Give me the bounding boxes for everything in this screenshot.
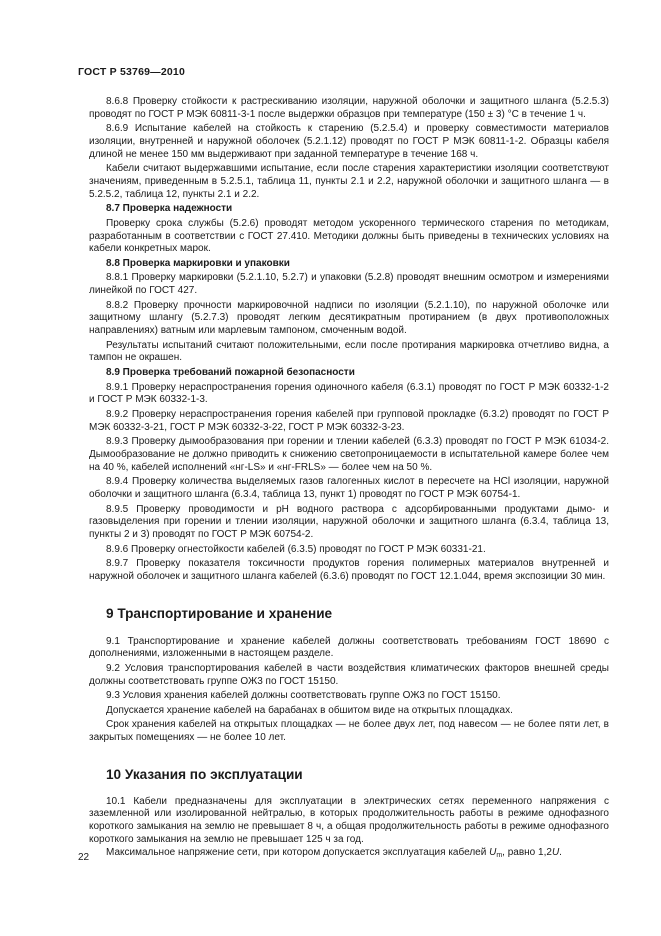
paragraph: Кабели считают выдержавшими испытание, если после старения характеристики изоляции соответствуют значениям, приведенным в 5.2.5.1, таблица 11, пункты 2.1 и 2.2, наружной оболочки и защитного шланга — в 5.2.5.2, таблица 12, пункты 2.1 и 2.2. <box>89 163 609 200</box>
paragraph: 8.9.1 Проверку нераспространения горения одиночного кабеля (6.3.1) проводят по ГОСТ Р МЭК 60332-1-2 и ГОСТ Р МЭК 60332-1-3. <box>89 381 609 406</box>
paragraph: Результаты испытаний считают положительными, если после протирания маркировка отчетливо видна, а тампон не окрашен. <box>89 339 609 364</box>
document-body <box>89 96 609 862</box>
page-number: 22 <box>78 852 90 863</box>
paragraph: 8.6.8 Проверку стойкости к растрескиванию изоляции, наружной оболочки и защитного шланга (5.2.5.3) проводят по ГОСТ Р МЭК 60811-3-1 после выдержки образцов при температуре (150 ± 3) °С в течение 1 ч. <box>89 96 609 120</box>
paragraph: 8.9.5 Проверку проводимости и pH водного раствора с адсорбированными продуктами дымо- и газовыделения при горении и тлении изоляции, наружной оболочки и защитного шланга (6.3.4, таблица 13, пункты 2 и 3) проводят по ГОСТ Р МЭК 60754-2. <box>89 503 609 540</box>
subsection-heading: 8.7 Проверка надежности <box>106 203 233 215</box>
section-10-body <box>89 796 609 847</box>
symbol-u: U <box>489 846 497 858</box>
paragraph: 8.9.7 Проверку показателя токсичности продуктов горения полимерных материалов внутренней и наружной оболочек и защитного шланга кабелей (6.3.6) проводят по ГОСТ 12.1.044, время экспозиции 30 мин. <box>89 558 609 582</box>
paragraph: 8.9.3 Проверку дымообразования при горении и тлении кабелей (6.3.3) проводят по ГОСТ Р МЭК 61034-2. Дымообразование не должно приводить к снижению светопроницаемости в испытательной камере более чем на 40 %, кабелей исполнений «нг-LS» и «нг-FRLS» — более чем на 50 %. <box>89 436 609 473</box>
paragraph: Срок хранения кабелей на открытых площадках — не более двух лет, под навесом — не более пяти лет, в закрытых помещениях — не более 10 лет. <box>89 719 609 744</box>
paragraph: 9.1 Транспортирование и хранение кабелей должны соответствовать требованиям ГОСТ 18690 с дополнениями, изложенными в настоящем разделе. <box>89 635 609 660</box>
section-10-heading: 10 Указания по эксплуатации <box>106 766 303 782</box>
paragraph: Проверку срока службы (5.2.6) проводят методом ускоренного термического старения по методикам, разработанным в соответствии с ГОСТ 27.410. Методики должны быть приведены в технических условиях на кабели конкретных марок. <box>89 217 609 255</box>
symbol-u-2: U <box>551 846 560 858</box>
section-9-body <box>89 636 609 745</box>
section-8-continued <box>89 96 609 584</box>
paragraph: 8.9.4 Проверку количества выделяемых газов галогенных кислот в пересчете на HCl изоляции, наружной оболочки и защитного шланга (6.3.4, таблица 13, пункт 1) проводят по ГОСТ Р МЭК 60754-1. <box>89 476 609 500</box>
max-voltage-value-text: , равно 1,2 <box>502 846 552 858</box>
paragraph-max-voltage <box>89 847 609 863</box>
symbol-subscript-m: m <box>496 851 503 859</box>
section-9-heading: 9 Транспортирование и хранение <box>106 605 333 621</box>
paragraph: 10.1 Кабели предназначены для эксплуатации в электрических сетях переменного напряжения с заземленной или изолированной нейтралью, в которых продолжительность работы в режиме однофазного короткого замыкания на землю не превышает 8 ч, а общая продолжительность работы в режиме однофазного короткого замыкания на землю не превышает 125 ч за год. <box>89 795 609 845</box>
paragraph: 8.9.6 Проверку огнестойкости кабелей (6.3.5) проводят по ГОСТ Р МЭК 60331-21. <box>106 543 486 555</box>
paragraph: 9.2 Условия транспортирования кабелей в части воздействия климатических факторов внешней среды должны соответствовать группе ОЖ3 по ГОСТ 15150. <box>89 662 609 687</box>
max-voltage-text: Максимальное напряжение сети, при котором допускается эксплуатация кабелей <box>106 846 490 858</box>
sentence-end: . <box>559 846 562 858</box>
paragraph: 8.8.2 Проверку прочности маркировочной надписи по изоляции (5.2.1.10), по наружной оболочке или защитному шлангу (5.2.7.3) проводят легким десятикратным протиранием (в двух противоположных направлениях) ватным или марлевым тампоном, смоченным водой. <box>89 299 609 337</box>
subsection-heading: 8.9 Проверка требований пожарной безопасности <box>106 367 355 379</box>
paragraph: 9.3 Условия хранения кабелей должны соответствовать группе ОЖ3 по ГОСТ 15150. <box>106 690 501 702</box>
document-header: ГОСТ Р 53769—2010 <box>78 66 186 78</box>
paragraph: 8.8.1 Проверку маркировки (5.2.1.10, 5.2.7) и упаковки (5.2.8) проводят внешним осмотром и измерениями линейкой по ГОСТ 427. <box>89 272 609 297</box>
paragraph: Допускается хранение кабелей на барабанах в обшитом виде на открытых площадках. <box>106 704 513 716</box>
subsection-heading: 8.8 Проверка маркировки и упаковки <box>106 257 290 269</box>
paragraph: 8.6.9 Испытание кабелей на стойкость к старению (5.2.5.4) и проверку совместимости материалов изоляции, внутренней и наружной оболочек (5.2.1.12) проводят по ГОСТ Р МЭК 60811-1-2. Образцы кабеля длиной не менее 150 мм выдерживают при заданной температуре в течение 168 ч. <box>89 123 609 160</box>
paragraph: 8.9.2 Проверку нераспространения горения кабелей при групповой прокладке (6.3.2) проводят по ГОСТ Р МЭК 60332-3-21, ГОСТ Р МЭК 60332-3-22, ГОСТ Р МЭК 60332-3-23. <box>89 408 609 433</box>
